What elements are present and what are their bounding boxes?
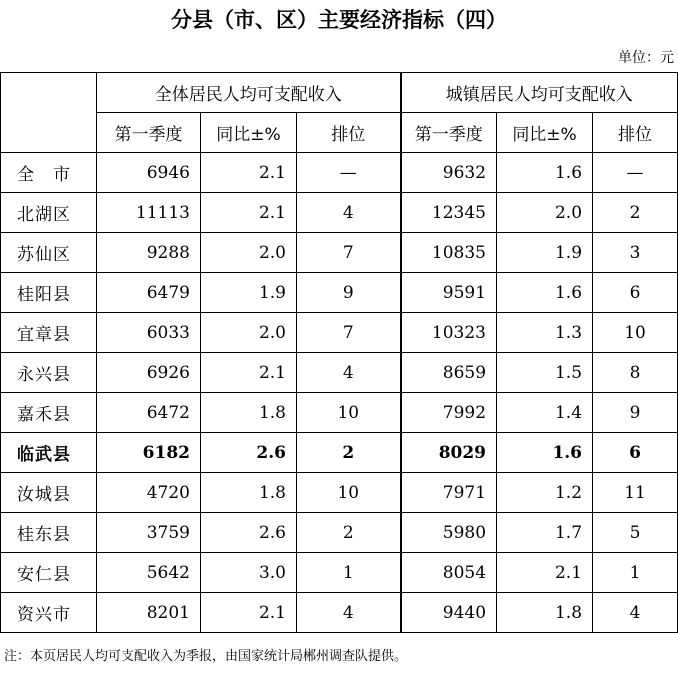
table-row — [1, 513, 678, 553]
all-q1-value: 4720 — [97, 473, 201, 513]
group-header-urban-residents: 城镇居民人均可支配收入 — [401, 73, 678, 113]
table-row — [1, 393, 678, 433]
urban-rank-value: 5 — [593, 513, 678, 553]
all-q1-value: 5642 — [97, 553, 201, 593]
all-q1-value: 11113 — [97, 193, 201, 233]
unit-label: 单位：元 — [618, 50, 674, 66]
all-yoy-value: 2.6 — [201, 433, 297, 473]
urban-yoy-value: 1.3 — [497, 313, 593, 353]
all-yoy-value: 2.1 — [201, 193, 297, 233]
row-label: 苏仙区 — [1, 233, 97, 273]
row-label: 桂阳县 — [1, 273, 97, 313]
row-label: 全 市 — [1, 153, 97, 193]
row-label: 嘉禾县 — [1, 393, 97, 433]
subheader-rank-urban: 排位 — [593, 113, 678, 153]
urban-rank-value: 10 — [593, 313, 678, 353]
urban-q1-value: 5980 — [401, 513, 497, 553]
all-yoy-value: 2.1 — [201, 353, 297, 393]
all-q1-value: 3759 — [97, 513, 201, 553]
all-yoy-value: 2.0 — [201, 233, 297, 273]
urban-q1-value: 9632 — [401, 153, 497, 193]
subheader-rank-all: 排位 — [297, 113, 401, 153]
all-rank-value: 4 — [297, 353, 401, 393]
all-q1-value: 6946 — [97, 153, 201, 193]
urban-q1-value: 8659 — [401, 353, 497, 393]
all-yoy-value: 2.1 — [201, 593, 297, 633]
all-rank-value: 4 — [297, 193, 401, 233]
all-q1-value: 8201 — [97, 593, 201, 633]
row-label: 临武县 — [1, 433, 97, 473]
urban-rank-value: 8 — [593, 353, 678, 393]
table-row — [1, 313, 678, 353]
urban-q1-value: 12345 — [401, 193, 497, 233]
subheader-yoy-urban: 同比±% — [497, 113, 593, 153]
footnote: 注：本页居民人均可支配收入为季报，由国家统计局郴州调查队提供。 — [4, 649, 408, 664]
all-q1-value: 6033 — [97, 313, 201, 353]
all-q1-value: 6182 — [97, 433, 201, 473]
table-row — [1, 193, 678, 233]
table-row — [1, 153, 678, 193]
header-corner-cell — [1, 73, 97, 153]
urban-q1-value: 8029 — [401, 433, 497, 473]
all-rank-value: 4 — [297, 593, 401, 633]
row-label: 永兴县 — [1, 353, 97, 393]
all-yoy-value: 1.8 — [201, 473, 297, 513]
table-row — [1, 553, 678, 593]
urban-q1-value: 10323 — [401, 313, 497, 353]
urban-q1-value: 9440 — [401, 593, 497, 633]
urban-yoy-value: 1.9 — [497, 233, 593, 273]
urban-rank-value: 11 — [593, 473, 678, 513]
all-q1-value: 9288 — [97, 233, 201, 273]
urban-rank-value: 2 — [593, 193, 678, 233]
urban-rank-value: 1 — [593, 553, 678, 593]
all-rank-value: 2 — [297, 513, 401, 553]
all-q1-value: 6479 — [97, 273, 201, 313]
urban-yoy-value: 1.6 — [497, 153, 593, 193]
row-label: 资兴市 — [1, 593, 97, 633]
table-row — [1, 233, 678, 273]
row-label: 安仁县 — [1, 553, 97, 593]
subheader-q1-urban: 第一季度 — [401, 113, 497, 153]
subheader-yoy-all: 同比±% — [201, 113, 297, 153]
table-row — [1, 473, 678, 513]
all-rank-value: — — [297, 153, 401, 193]
all-yoy-value: 2.6 — [201, 513, 297, 553]
urban-q1-value: 10835 — [401, 233, 497, 273]
all-yoy-value: 1.8 — [201, 393, 297, 433]
all-yoy-value: 2.1 — [201, 153, 297, 193]
urban-rank-value: 6 — [593, 273, 678, 313]
table-row — [1, 593, 678, 633]
urban-rank-value: 9 — [593, 393, 678, 433]
all-yoy-value: 1.9 — [201, 273, 297, 313]
all-rank-value: 9 — [297, 273, 401, 313]
economic-indicator-table — [0, 72, 678, 633]
all-rank-value: 1 — [297, 553, 401, 593]
row-label: 汝城县 — [1, 473, 97, 513]
urban-yoy-value: 1.4 — [497, 393, 593, 433]
subheader-q1-all: 第一季度 — [97, 113, 201, 153]
urban-rank-value: 6 — [593, 433, 678, 473]
urban-rank-value: 3 — [593, 233, 678, 273]
urban-q1-value: 9591 — [401, 273, 497, 313]
all-rank-value: 10 — [297, 473, 401, 513]
table-row — [1, 273, 678, 313]
all-rank-value: 2 — [297, 433, 401, 473]
urban-yoy-value: 1.2 — [497, 473, 593, 513]
urban-yoy-value: 1.8 — [497, 593, 593, 633]
row-label: 桂东县 — [1, 513, 97, 553]
urban-yoy-value: 1.6 — [497, 273, 593, 313]
urban-q1-value: 7992 — [401, 393, 497, 433]
urban-yoy-value: 1.7 — [497, 513, 593, 553]
all-q1-value: 6926 — [97, 353, 201, 393]
urban-yoy-value: 1.5 — [497, 353, 593, 393]
row-label: 宜章县 — [1, 313, 97, 353]
all-rank-value: 10 — [297, 393, 401, 433]
page-title: 分县（市、区）主要经济指标（四） — [171, 8, 507, 32]
table-body — [1, 153, 678, 633]
urban-yoy-value: 1.6 — [497, 433, 593, 473]
urban-rank-value: — — [593, 153, 678, 193]
row-label: 北湖区 — [1, 193, 97, 233]
urban-rank-value: 4 — [593, 593, 678, 633]
urban-yoy-value: 2.1 — [497, 553, 593, 593]
all-rank-value: 7 — [297, 313, 401, 353]
urban-yoy-value: 2.0 — [497, 193, 593, 233]
urban-q1-value: 8054 — [401, 553, 497, 593]
table-row — [1, 433, 678, 473]
all-yoy-value: 3.0 — [201, 553, 297, 593]
urban-q1-value: 7971 — [401, 473, 497, 513]
all-yoy-value: 2.0 — [201, 313, 297, 353]
table-row — [1, 353, 678, 393]
all-rank-value: 7 — [297, 233, 401, 273]
group-header-all-residents: 全体居民人均可支配收入 — [97, 73, 401, 113]
all-q1-value: 6472 — [97, 393, 201, 433]
